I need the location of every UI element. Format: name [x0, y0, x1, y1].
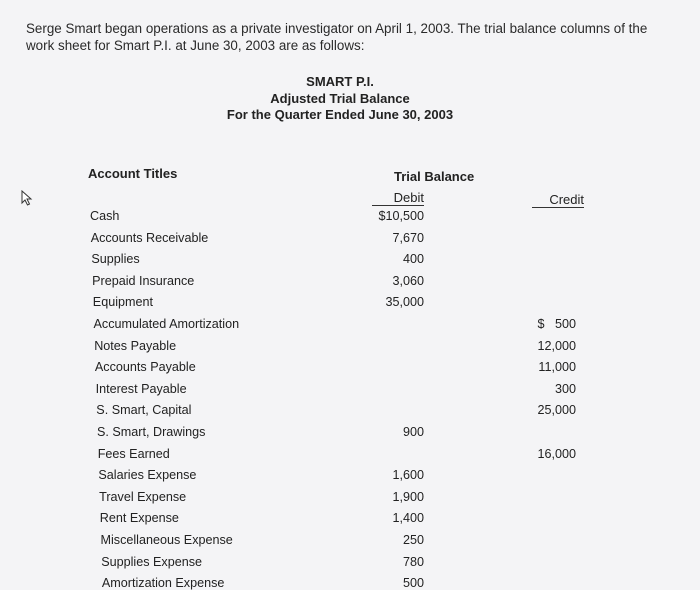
account-title: Equipment — [92, 295, 154, 310]
debit-amount: 900 — [402, 425, 424, 439]
account-title: Accounts Payable — [94, 360, 196, 375]
company-name: SMART P.I. — [306, 74, 374, 89]
account-title: Amortization Expense — [101, 576, 225, 590]
account-title: Supplies — [91, 252, 140, 267]
statement-title: Adjusted Trial Balance — [270, 91, 410, 106]
credit-header: Credit — [532, 192, 584, 208]
debit-amount: 500 — [402, 576, 424, 590]
debit-amount: 1,400 — [392, 511, 424, 526]
debit-header: Debit — [372, 190, 424, 206]
debit-amount: 7,670 — [392, 230, 424, 245]
trial-balance-header: Trial Balance — [394, 169, 475, 184]
account-title: Fees Earned — [97, 446, 170, 461]
account-title: Salaries Expense — [98, 468, 197, 483]
debit-amount: 250 — [402, 533, 424, 547]
debit-amount: 3,060 — [392, 273, 424, 288]
debit-amount: $10,500 — [378, 209, 424, 223]
statement-period: For the Quarter Ended June 30, 2003 — [226, 107, 454, 122]
account-titles-header: Account Titles — [88, 166, 178, 181]
credit-amount: 12,000 — [537, 338, 576, 353]
debit-amount: 35,000 — [385, 295, 424, 310]
account-title: Notes Payable — [94, 338, 177, 353]
account-title: Prepaid Insurance — [92, 273, 195, 288]
account-title: Miscellaneous Expense — [100, 533, 233, 547]
account-title: S. Smart, Drawings — [97, 425, 206, 439]
account-title: Cash — [90, 209, 120, 223]
debit-amount: 1,600 — [392, 468, 424, 483]
credit-amount: 300 — [554, 381, 576, 396]
credit-amount: 16,000 — [537, 446, 576, 461]
debit-amount: 400 — [402, 252, 424, 267]
debit-amount: 780 — [402, 554, 424, 569]
debit-amount: 1,900 — [392, 489, 424, 504]
account-title: Rent Expense — [99, 511, 179, 526]
account-title: Accounts Receivable — [90, 230, 209, 245]
problem-intro: Serge Smart began operations as a private investigator on April 1, 2003. The trial balance columns of the work sheet for Smart P.I. at June 30, 2003 are as follows: — [26, 21, 648, 53]
credit-amount: 11,000 — [538, 360, 576, 375]
mouse-pointer-icon — [19, 190, 35, 206]
account-title: Supplies Expense — [101, 554, 203, 569]
credit-amount: $ 500 — [537, 317, 576, 331]
account-title: Travel Expense — [99, 489, 187, 504]
credit-amount: 25,000 — [537, 403, 576, 418]
account-title: Interest Payable — [95, 381, 187, 396]
account-title: S. Smart, Capital — [96, 403, 192, 418]
account-title: Accumulated Amortization — [93, 317, 240, 331]
